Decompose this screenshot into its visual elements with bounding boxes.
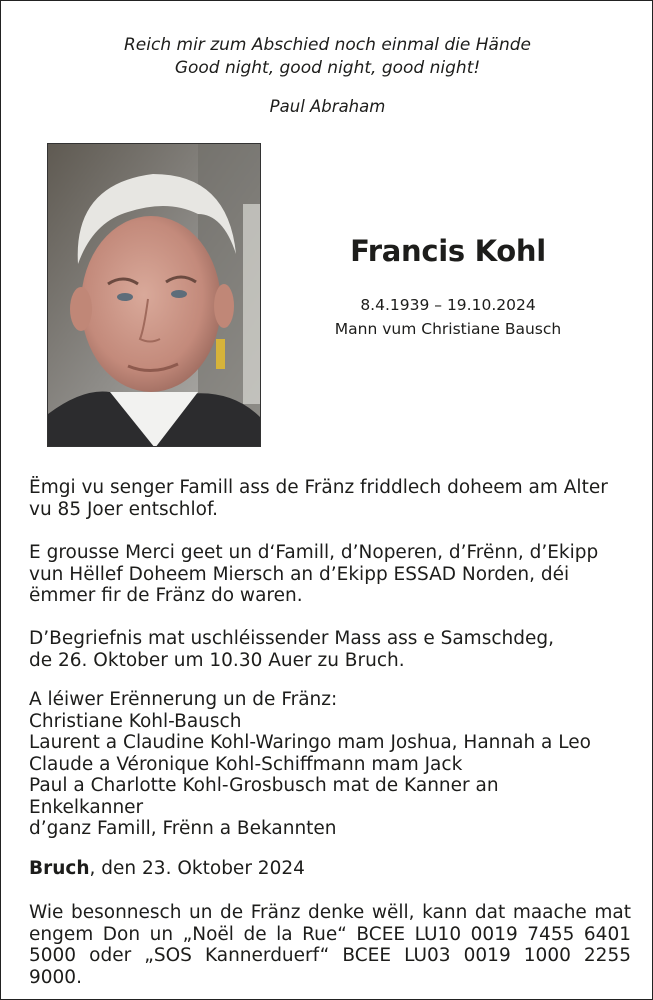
- quote-author: Paul Abraham: [269, 97, 386, 116]
- paragraph-mourners: [29, 689, 631, 840]
- place-name: Bruch: [29, 858, 90, 879]
- text-line: vu 85 Joer entschlof.: [29, 498, 219, 520]
- portrait-photo-image: [48, 144, 261, 447]
- text-line: Enkelkanner: [29, 796, 144, 818]
- deceased-name: Francis Kohl: [350, 234, 546, 268]
- portrait-photo: [47, 143, 261, 447]
- text-line: Ëmgi vu senger Famill ass de Fränz friddlech doheem am Alter: [29, 477, 608, 498]
- paragraph-funeral: [29, 628, 631, 671]
- text-line: vun Hëllef Doheem Miersch an d’Ekipp ESSAD Norden, déi: [29, 563, 570, 585]
- place-date: [29, 858, 631, 880]
- donation-note: Wie besonnesch un de Fränz denke wëll, kann dat maache mat engem Don un „Noël de la Rue“ BCEE LU10 0019 7455 6401 5000 oder „SOS Kannerduerf“ BCEE LU03 0019 1000 2255 9000.: [29, 902, 631, 988]
- text-line: Christiane Kohl-Bausch: [29, 710, 242, 732]
- epigraph-quote: [1, 34, 653, 80]
- paragraph-thanks: [29, 542, 631, 607]
- spouse-line: Mann vum Christiane Bausch: [334, 320, 562, 338]
- text-line: Claude a Véronique Kohl-Schiffmann mam Jack: [29, 753, 463, 775]
- quote-line: Reich mir zum Abschied noch einmal die Hände: [124, 35, 531, 55]
- quote-line: Good night, good night, good night!: [174, 58, 481, 78]
- text-line: d’ganz Famill, Frënn a Bekannten: [29, 818, 337, 839]
- text-line: Paul a Charlotte Kohl-Grosbusch mat de Kanner an: [29, 775, 499, 796]
- text-line: ëmmer fir de Fränz do waren.: [29, 585, 303, 606]
- paragraph-announcement: [29, 477, 631, 520]
- text-line: E grousse Merci geet un d‘Famill, d’Noperen, d’Frënn, d’Ekipp: [29, 542, 599, 563]
- date-text: , den 23. Oktober 2024: [89, 858, 305, 879]
- text-line: A léiwer Erënnerung un de Fränz:: [29, 689, 338, 710]
- life-dates: 8.4.1939 – 19.10.2024: [360, 296, 536, 314]
- text-line: de 26. Oktober um 10.30 Auer zu Bruch.: [29, 649, 405, 671]
- text-line: D’Begriefnis mat uschléissender Mass ass e Samschdeg,: [29, 628, 554, 649]
- text-line: Laurent a Claudine Kohl-Waringo mam Joshua, Hannah a Leo: [29, 732, 591, 753]
